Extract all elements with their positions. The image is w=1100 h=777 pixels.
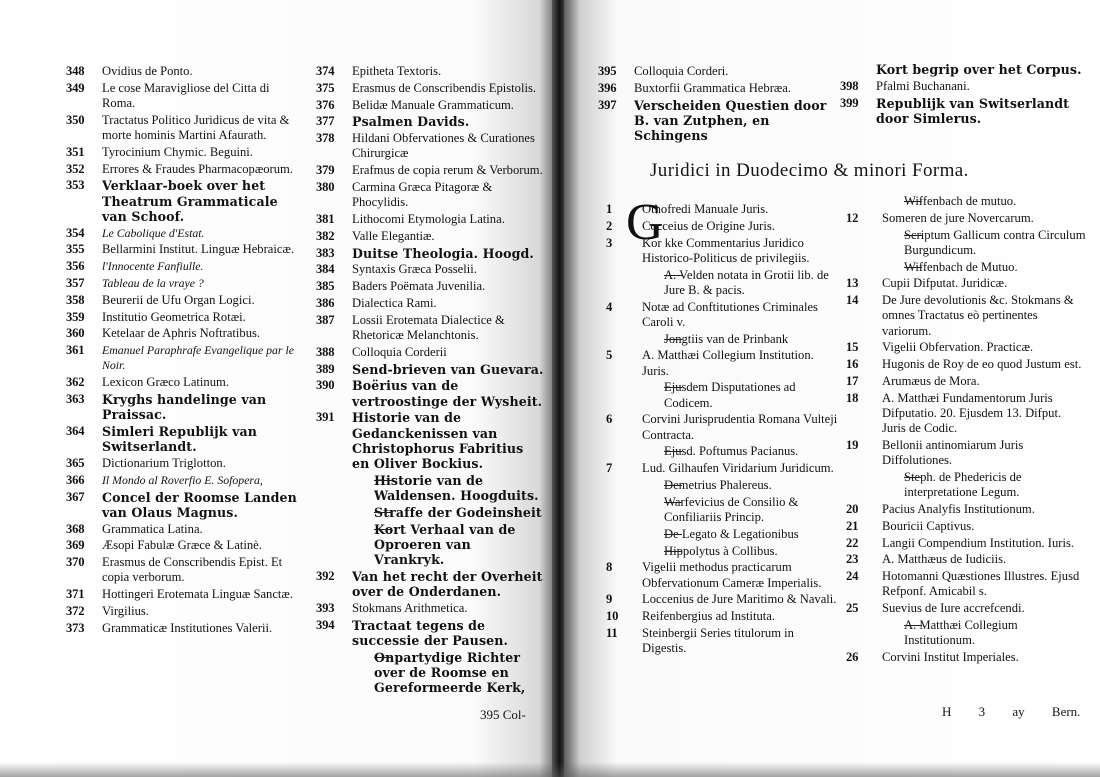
entry-number: 397 — [598, 97, 617, 112]
entry-title: Scriptum Gallicum contra Circulum Burgundicum. — [882, 228, 1090, 258]
catalog-entry — [606, 380, 842, 410]
catalog-entry — [846, 519, 1090, 534]
catalog-entry — [846, 374, 1090, 389]
entry-number: 390 — [316, 378, 335, 393]
entry-title: Tyrocinium Chymic. Beguini. — [102, 144, 253, 159]
entry-number: 357 — [66, 275, 85, 290]
catalog-entry — [606, 527, 842, 542]
entry-title: Kort begrip over het Corpus. — [876, 62, 1082, 77]
left-column-1 — [66, 64, 306, 638]
catalog-entry — [66, 178, 306, 224]
entry-title: Errores & Fraudes Pharmacopæorum. — [102, 161, 293, 176]
entry-number: 17 — [846, 373, 859, 388]
entry-number: 7 — [606, 461, 613, 476]
entry-number: 377 — [316, 114, 335, 129]
entry-title: Lexicon Græco Latinum. — [102, 375, 229, 390]
catalog-entry — [66, 473, 306, 488]
entry-number: 359 — [66, 309, 85, 324]
entry-title: Steinbergii Series titulorum in Digestis. — [642, 625, 794, 656]
catalog-entry — [846, 618, 1090, 648]
entry-title: Institutio Geometrica Rotæi. — [102, 309, 246, 324]
entry-title: Suevius de Iure accrefcendi. — [882, 601, 1025, 616]
catalog-entry — [316, 378, 548, 408]
catalog-entry — [846, 438, 1090, 468]
catalog-entry — [606, 495, 842, 525]
entry-number: 23 — [846, 552, 859, 567]
catalog-entry — [846, 552, 1090, 567]
catalog-entry — [846, 276, 1090, 291]
entry-number: 389 — [316, 361, 335, 376]
entry-number: 393 — [316, 600, 335, 615]
entry-title: Wiffenbach de mutuo. — [882, 194, 1090, 209]
entry-title: Æsopi Fabulæ Græce & Latinè. — [102, 538, 262, 553]
entry-title: Van het recht der Overheit over de Onderdanen. — [352, 568, 543, 599]
entry-title: Pfalmi Buchanani. — [876, 78, 970, 93]
entry-title: A. Matthæi Collegium Institution. Juris. — [642, 348, 814, 378]
entry-number: 13 — [846, 276, 859, 291]
entry-number: 370 — [66, 555, 85, 570]
catalog-entry — [316, 279, 548, 294]
entry-title: Jongtiis van de Prinbank — [642, 332, 842, 347]
entry-title: Tableau de la vraye ? — [102, 275, 204, 290]
entry-title: Kort Verhaal van de Oproeren van Vrankryk. — [352, 522, 548, 568]
entry-title: Le Cabolique d'Estat. — [102, 225, 205, 240]
catalog-entry — [66, 145, 306, 160]
entry-title: Dialectica Rami. — [352, 295, 437, 310]
entry-number: 353 — [66, 178, 85, 193]
entry-number: 3 — [606, 235, 613, 250]
catalog-entry — [846, 601, 1090, 616]
catalog-entry — [846, 470, 1090, 500]
catalog-entry — [840, 62, 1090, 77]
right-top-column-2 — [840, 62, 1090, 128]
entry-number: 368 — [66, 521, 85, 536]
entry-title: Historie van de Gedanckenissen van Christophorus Fabritius en Oliver Bockius. — [352, 410, 524, 471]
catalog-entry — [316, 410, 548, 471]
entry-title: Steph. de Phedericis de interpretatione Legum. — [882, 470, 1090, 500]
entry-number: 8 — [606, 560, 613, 575]
entry-number: 394 — [316, 617, 335, 632]
entry-title: De Legato & Legationibus — [642, 527, 842, 542]
entry-number: 387 — [316, 312, 335, 327]
entry-title: De Jure devolutionis &c. Stokmans & omnes Tractatus eò pertinentes variorum. — [882, 293, 1074, 338]
entry-title: Lud. Gilhaufen Viridarium Juridicum. — [642, 461, 834, 476]
entry-number: 356 — [66, 259, 85, 274]
entry-title: Ketelaar de Aphris Noftratibus. — [102, 326, 261, 341]
entry-number: 363 — [66, 391, 85, 406]
catalog-entry — [66, 326, 306, 341]
entry-title: Colloquia Corderi. — [634, 64, 729, 78]
catalog-entry — [606, 592, 842, 607]
entry-number: 373 — [66, 620, 85, 635]
entry-number: 386 — [316, 295, 335, 310]
entry-title: Erasmus de Conscribendis Epistolis. — [352, 80, 536, 95]
catalog-entry — [66, 555, 306, 585]
entry-title: Hottingeri Erotemata Linguæ Sanctæ. — [102, 587, 293, 602]
catalog-entry — [66, 392, 306, 422]
catalog-entry — [846, 194, 1090, 209]
entry-number: 392 — [316, 568, 335, 583]
catalog-entry — [846, 569, 1090, 599]
entry-number: 2 — [606, 218, 613, 233]
entry-title: A. Matthæi Collegium Institutionum. — [882, 618, 1090, 648]
entry-number: 11 — [606, 625, 618, 640]
entry-number: 4 — [606, 299, 613, 314]
catalog-entry — [316, 362, 548, 377]
entry-number: 374 — [316, 64, 335, 78]
entry-number: 382 — [316, 228, 335, 243]
catalog-entry — [846, 260, 1090, 275]
entry-title: Vigelii methodus practicarum Obfervationum Cameræ Imperialis. — [642, 560, 822, 590]
entry-number: 354 — [66, 225, 85, 240]
entry-title: Verklaar-boek over het Theatrum Grammaticale van Schoof. — [102, 178, 278, 224]
entry-title: Someren de jure Novercarum. — [882, 210, 1034, 225]
entry-title: Grammatica Latina. — [102, 521, 203, 536]
entry-title: Belidæ Manuale Grammaticum. — [352, 97, 514, 112]
entry-number: 21 — [846, 518, 859, 533]
entry-title: Bellonii antinomiarum Juris Diffolutiones. — [882, 437, 1024, 468]
catalog-entry — [840, 96, 1090, 126]
entry-number: 15 — [846, 340, 859, 355]
catalog-entry — [316, 618, 548, 648]
entry-title: Hildani Obfervationes & Curationes Chirurgicæ — [352, 131, 535, 161]
catalog-entry — [846, 293, 1090, 339]
entry-number: 378 — [316, 131, 335, 146]
entry-number: 367 — [66, 489, 85, 504]
entry-number: 26 — [846, 649, 859, 664]
left-column-2 — [316, 64, 548, 697]
entry-number: 364 — [66, 423, 85, 438]
entry-number: 22 — [846, 535, 859, 550]
entry-title: Dictionarium Triglotton. — [102, 455, 226, 470]
entry-title: Duitse Theologia. Hoogd. — [352, 245, 534, 261]
entry-title: Hugonis de Roy de eo quod Justum est. — [882, 357, 1082, 372]
entry-number: 18 — [846, 390, 859, 405]
catalog-entry — [316, 98, 548, 113]
catalog-entry — [66, 242, 306, 257]
entry-title: Boërius van de vertroostinge der Wysheit. — [352, 378, 543, 409]
catalog-entry — [66, 490, 306, 520]
entry-title: Othofredi Manuale Juris. — [642, 202, 769, 216]
right-top-column-1 — [598, 64, 846, 145]
catalog-entry — [606, 461, 842, 476]
catalog-entry — [846, 228, 1090, 258]
entry-number: 365 — [66, 455, 85, 470]
catalog-entry — [606, 544, 842, 559]
entry-title: Buxtorfii Grammatica Hebræa. — [634, 80, 792, 95]
entry-title: Tractatus Politico Juridicus de vita & morte hominis Martini Afaurath. — [102, 112, 290, 142]
entry-number: 375 — [316, 80, 335, 95]
entry-title: Send-brieven van Guevara. — [352, 361, 544, 377]
catalog-entry — [316, 212, 548, 227]
entry-title: Lossii Erotemata Dialectice & Rhetoricæ Melanchtonis. — [352, 312, 505, 342]
entry-number: 385 — [316, 279, 335, 294]
entry-number: 396 — [598, 80, 617, 95]
entry-title: Kor kke Commentarius Juridico Historico-Politicus de privilegiis. — [642, 235, 810, 265]
entry-title: Grammaticæ Institutiones Valerii. — [102, 620, 273, 635]
entry-title: Virgilius. — [102, 603, 149, 618]
entry-number: 366 — [66, 472, 85, 487]
entry-title: A. Velden notata in Grotii lib. de Jure B. & pacis. — [642, 268, 842, 298]
catalog-entry — [846, 391, 1090, 437]
catalog-entry — [846, 536, 1090, 551]
catalog-entry — [606, 332, 842, 347]
catalog-entry — [316, 473, 548, 503]
catalog-entry — [316, 180, 548, 210]
entry-title: Straffe der Godeinsheit — [352, 505, 548, 520]
entry-title: Republijk van Switserlandt door Simlerus. — [876, 95, 1070, 126]
entry-number: 12 — [846, 210, 859, 225]
entry-title: Lithocomi Etymologia Latina. — [352, 211, 505, 226]
catalog-entry — [316, 163, 548, 178]
catalog-entry — [316, 313, 548, 343]
entry-title: Historie van de Waldensen. Hoogduits. — [352, 473, 548, 503]
catalog-entry — [316, 64, 548, 79]
entry-title: Hippolytus à Collibus. — [642, 544, 842, 559]
entry-title: Carmina Græca Pitagoræ & Phocylidis. — [352, 179, 493, 210]
entry-title: Colloquia Corderii — [352, 344, 447, 359]
entry-title: Le cose Maravigliose del Citta di Roma. — [102, 80, 270, 110]
entry-title: Notæ ad Conftitutiones Criminales Caroli v. — [642, 299, 818, 329]
entry-number: 399 — [840, 95, 859, 110]
catalog-entry — [316, 505, 548, 520]
entry-number: 383 — [316, 245, 335, 260]
entry-title: Kryghs handelinge van Praissac. — [102, 391, 267, 423]
entry-number: 361 — [66, 343, 85, 358]
catalog-entry — [846, 211, 1090, 226]
entry-number: 349 — [66, 80, 85, 95]
entry-number: 358 — [66, 292, 85, 307]
entry-number: 362 — [66, 375, 85, 390]
catalog-entry — [846, 340, 1090, 355]
entry-number: 10 — [606, 609, 619, 624]
entry-title: Beurerii de Ufu Organ Logici. — [102, 292, 255, 307]
entry-number: 376 — [316, 97, 335, 112]
entry-number: 350 — [66, 112, 85, 127]
entry-title: A. Matthæus de Iudiciis. — [882, 552, 1007, 567]
catalog-entry — [66, 113, 306, 143]
catalog-entry — [66, 456, 306, 471]
catalog-entry — [316, 569, 548, 599]
catalog-entry — [66, 522, 306, 537]
right-column-2 — [846, 194, 1090, 667]
catalog-entry — [66, 375, 306, 390]
catalog-entry — [316, 131, 548, 161]
catalog-entry — [66, 64, 306, 79]
entry-number: 398 — [840, 78, 859, 93]
catalog-entry — [66, 226, 306, 241]
entry-title: Reifenbergius ad Instituta. — [642, 609, 776, 624]
catalog-entry — [66, 343, 306, 373]
catalog-entry — [66, 587, 306, 602]
drop-cap-letter: G — [626, 194, 664, 251]
catalog-entry — [316, 345, 548, 360]
entry-number: 25 — [846, 601, 859, 616]
entry-number: 395 — [598, 64, 617, 78]
right-column-1 — [606, 202, 842, 658]
catalog-entry — [598, 64, 846, 79]
catalog-entry — [606, 412, 842, 442]
catchword: 395 Col- — [480, 707, 526, 722]
entry-number: 351 — [66, 144, 85, 159]
page-edge-shadow — [0, 762, 1100, 777]
catalog-entry — [316, 262, 548, 277]
catalog-entry — [66, 424, 306, 454]
catalog-entry — [316, 601, 548, 616]
entry-title: Valle Elegantiæ. — [352, 228, 435, 243]
entry-number: 6 — [606, 412, 613, 427]
catalog-entry — [316, 114, 548, 129]
catalog-entry — [66, 81, 306, 111]
entry-title: Erafmus de copia rerum & Verborum. — [352, 163, 543, 178]
catalog-entry — [606, 560, 842, 590]
catalog-entry — [316, 81, 548, 96]
catalog-entry — [66, 293, 306, 308]
catalog-entry — [598, 98, 846, 144]
entry-title: Stokmans Arithmetica. — [352, 600, 468, 615]
entry-title: Pacius Analyfis Institutionum. — [882, 501, 1035, 516]
entry-title: A. Matthæi Fundamentorum Juris Difputatio. 20. Ejusdem 13. Difput. Juris de Codic. — [882, 390, 1062, 436]
entry-number: 388 — [316, 344, 335, 359]
entry-title: l'Innocente Fanfiulle. — [102, 259, 204, 274]
catalog-entry — [846, 650, 1090, 665]
entry-title: Simleri Republijk van Switserlandt. — [102, 423, 258, 455]
entry-title: Bouricii Captivus. — [882, 518, 975, 533]
entry-number: 381 — [316, 211, 335, 226]
entry-title: Verscheiden Questien door B. van Zutphen, en Schingens — [634, 97, 827, 143]
entry-title: Warfevicius de Consilio & Confiliariis Princip. — [642, 495, 842, 525]
catalog-entry — [846, 502, 1090, 517]
entry-title: Baders Poëmata Juvenilia. — [352, 279, 486, 294]
catalog-entry — [66, 538, 306, 553]
catalog-entry — [840, 79, 1090, 94]
catalog-entry — [316, 296, 548, 311]
entry-title: Corvini Jurisprudentia Romana Vulteji Contracta. — [642, 412, 838, 442]
catalog-entry — [606, 626, 842, 656]
entry-number: 1 — [606, 202, 613, 216]
right-page — [564, 0, 1100, 777]
entry-title: Arumæus de Mora. — [882, 373, 980, 388]
entry-number: 371 — [66, 587, 85, 602]
catalog-entry — [606, 609, 842, 624]
catalog-entry — [606, 268, 842, 298]
catalog-entry — [606, 300, 842, 330]
entry-title: Corvini Institut Imperiales. — [882, 649, 1019, 664]
entry-title: Cocceius de Origine Juris. — [642, 218, 775, 233]
entry-title: Tractaat tegens de successie der Pausen. — [352, 617, 508, 648]
entry-number: 355 — [66, 242, 85, 257]
entry-title: Emanuel Paraphrafe Evangelique par le Noir. — [102, 343, 294, 373]
catalog-entry — [66, 162, 306, 177]
entry-title: Il Mondo al Roverfio E. Sofopera, — [102, 472, 263, 487]
entry-number: 20 — [846, 501, 859, 516]
entry-title: Demetrius Phalereus. — [642, 478, 842, 493]
catalog-entry — [606, 444, 842, 459]
entry-number: 5 — [606, 348, 613, 363]
catalog-entry — [316, 522, 548, 568]
catalog-entry — [316, 650, 548, 696]
entry-title: Cupii Difputat. Juridicæ. — [882, 276, 1008, 291]
entry-title: Loccenius de Jure Maritimo & Navali. — [642, 592, 837, 607]
entry-number: 352 — [66, 161, 85, 176]
catalog-entry — [316, 246, 548, 261]
signature-mark: H 3 ay Bern. — [942, 704, 1081, 719]
catalog-entry — [66, 310, 306, 325]
entry-title: Epitheta Textoris. — [352, 64, 442, 78]
entry-number: 14 — [846, 293, 859, 308]
catalog-entry — [846, 357, 1090, 372]
catalog-entry — [66, 621, 306, 636]
entry-number: 379 — [316, 163, 335, 178]
catalog-entry — [606, 348, 842, 378]
entry-title: Concel der Roomse Landen van Olaus Magnus. — [102, 489, 297, 520]
catalog-entry — [66, 259, 306, 274]
catalog-entry — [66, 604, 306, 619]
entry-number: 24 — [846, 569, 859, 584]
entry-title: Wiffenbach de Mutuo. — [882, 260, 1090, 275]
entry-number: 384 — [316, 262, 335, 277]
entry-number: 9 — [606, 592, 613, 607]
entry-number: 360 — [66, 326, 85, 341]
entry-title: Ejusdem Disputationes ad Codicem. — [642, 380, 842, 410]
entry-title: Langii Compendium Institution. Iuris. — [882, 535, 1075, 550]
section-heading: Juridici in Duodecimo & minori Forma. — [650, 160, 969, 181]
entry-title: Hotomanni Quæstiones Illustres. Ejusd Refponf. Amicabil s. — [882, 569, 1080, 599]
entry-number: 391 — [316, 410, 335, 425]
entry-number: 380 — [316, 179, 335, 194]
entry-number: 348 — [66, 64, 85, 78]
entry-number: 19 — [846, 437, 859, 452]
entry-title: Bellarmini Institut. Linguæ Hebraicæ. — [102, 242, 295, 257]
entry-title: Erasmus de Conscribendis Epist. Et copia verborum. — [102, 555, 283, 585]
entry-title: Psalmen Davids. — [352, 114, 470, 130]
catalog-entry — [606, 478, 842, 493]
entry-title: Vigelii Obfervation. Practicæ. — [882, 340, 1034, 355]
entry-title: Onpartydige Richter over de Roomse en Gereformeerde Kerk, — [352, 650, 548, 696]
catalog-entry — [66, 276, 306, 291]
entry-title: Syntaxis Græca Posselii. — [352, 262, 477, 277]
entry-title: Ejusd. Poftumus Pacianus. — [642, 444, 842, 459]
catalog-entry — [316, 229, 548, 244]
entry-number: 372 — [66, 603, 85, 618]
entry-number: 16 — [846, 357, 859, 372]
entry-title: Ovidius de Ponto. — [102, 64, 193, 78]
catalog-entry — [598, 81, 846, 96]
entry-number: 369 — [66, 538, 85, 553]
